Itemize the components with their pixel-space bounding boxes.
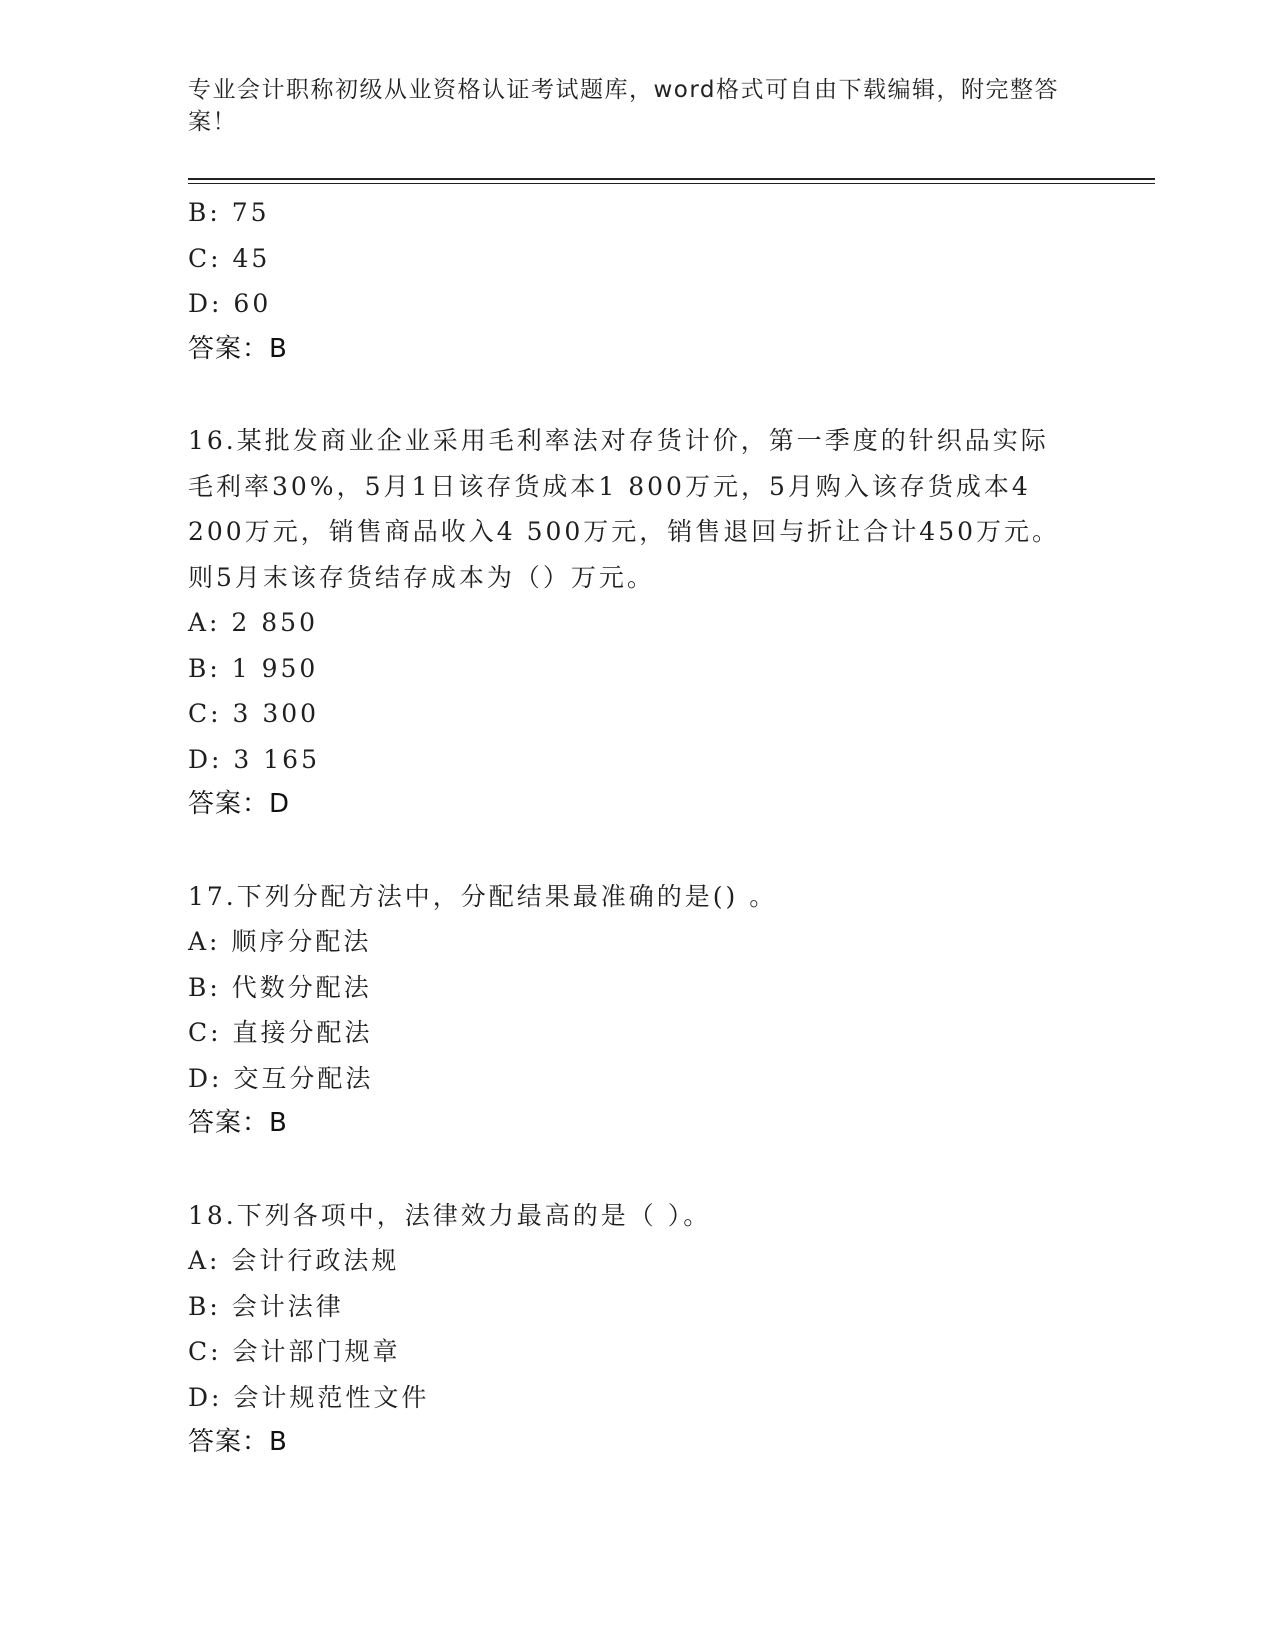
option-a: A: 顺序分配法 xyxy=(188,927,372,956)
option-b: B: 代数分配法 xyxy=(188,972,372,1002)
question-text: 16.某批发商业企业采用毛利率法对存货计价，第一季度的针织品实际毛利率30%，5月1日该存货成本1 800万元，5月购入该存货成本4 200万元，销售商品收入4 500万元，销售退回与折让合计450万元。则5月末该存货结存成本为（）万元。 xyxy=(188,426,1061,592)
answer: 答案：B xyxy=(188,1427,288,1457)
spacer xyxy=(188,1147,1088,1193)
question-text: 18.下列各项中，法律效力最高的是（ ）。 xyxy=(188,1200,712,1230)
page-header: 专业会计职称初级从业资格认证考试题库，word格式可自由下载编辑，附完整答案！ xyxy=(188,77,1060,135)
option-b: B: 75 xyxy=(188,198,270,227)
option-d: D: 会计规范性文件 xyxy=(188,1382,430,1412)
option-c: C: 直接分配法 xyxy=(188,1018,373,1047)
option-d: D: 交互分配法 xyxy=(188,1063,374,1093)
option-b: B: 1 950 xyxy=(188,653,319,683)
option-a: A: 2 850 xyxy=(188,608,318,637)
header-rule-thin xyxy=(188,183,1155,184)
question-content xyxy=(188,190,1088,1466)
question-15-tail xyxy=(188,190,1088,372)
answer: 答案：D xyxy=(188,789,291,819)
option-b: B: 会计法律 xyxy=(188,1291,344,1321)
answer: 答案：B xyxy=(188,333,288,364)
option-c: C: 3 300 xyxy=(188,699,320,728)
option-c: C: 45 xyxy=(188,243,271,273)
header-rule-thick xyxy=(188,178,1155,180)
option-d: D: 3 165 xyxy=(188,744,320,774)
option-a: A: 会计行政法规 xyxy=(188,1246,400,1275)
answer: 答案：B xyxy=(188,1108,288,1138)
question-18 xyxy=(188,1193,1088,1466)
spacer xyxy=(188,828,1088,874)
question-text: 17.下列分配方法中，分配结果最准确的是() 。 xyxy=(188,881,778,911)
spacer xyxy=(188,372,1088,418)
question-16 xyxy=(188,418,1088,828)
option-d: D: 60 xyxy=(188,289,272,318)
option-c: C: 会计部门规章 xyxy=(188,1337,401,1366)
question-17 xyxy=(188,874,1088,1147)
